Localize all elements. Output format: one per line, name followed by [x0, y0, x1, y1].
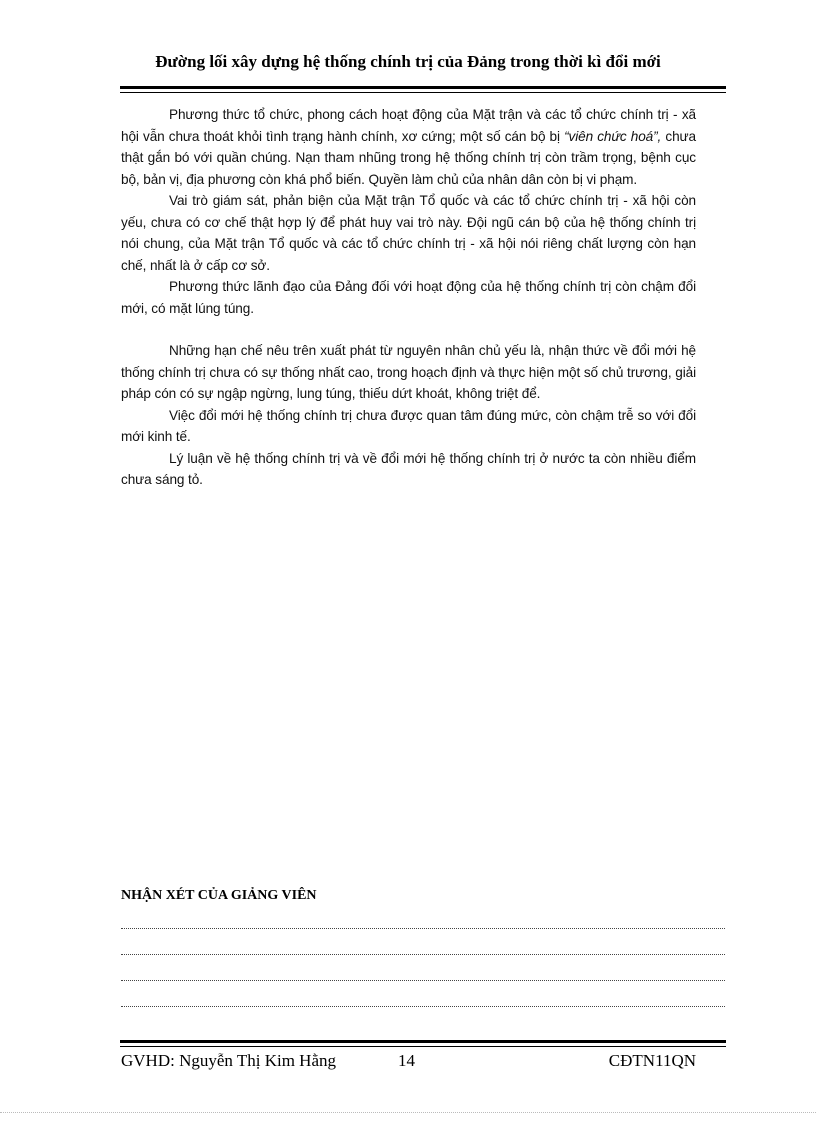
footer-class-code: CĐTN11QN — [608, 1051, 696, 1070]
header-rule — [120, 86, 726, 90]
review-line — [121, 928, 725, 929]
review-line — [121, 954, 725, 955]
paragraph-2: Vai trò giám sát, phản biện của Mặt trận Tổ quốc và các tổ chức chính trị - xã hội còn yếu, chưa có cơ chế thật hợp lý để phát huy vai trò này. Đội ngũ cán bộ của hệ thống chính trị nói chung, của Mặt trận Tổ quốc và các tổ chức chính trị - xã hội nói riêng chất lượng còn hạn chế, nhất là ở cấp cơ sở. — [121, 193, 696, 273]
footer-supervisor: GVHD: Nguyễn Thị Kim Hằng — [121, 1051, 336, 1070]
review-section-title: NHẬN XÉT CỦA GIẢNG VIÊN — [121, 888, 317, 903]
paragraph-1-text-end: chưa thật gắn bó với quần chúng. Nạn tham nhũng trong hệ thống chính trị còn trầm trọng, bệnh cục bộ, bản vị, địa phương còn khá phổ biến. Quyền làm chủ của nhân dân còn bị vi phạm. — [121, 128, 697, 187]
paragraph-1-italic: “viên chức hoá”, — [564, 128, 662, 144]
page-edge-divider — [0, 1112, 816, 1113]
paragraph-1-text: Phương thức tổ chức, phong cách hoạt động của Mặt trận và các tổ chức chính trị - xã hội vẫn chưa thoát khỏi tình trạng hành chính, xơ cứng; một số cán bộ bị — [121, 107, 696, 144]
paragraph-5: Việc đổi mới hệ thống chính trị chưa được quan tâm đúng mức, còn chậm trễ so với đổi mới kinh tế. — [121, 407, 696, 444]
page-number: 14 — [398, 1051, 415, 1070]
footer-rule — [120, 1040, 726, 1044]
review-line — [121, 1006, 725, 1007]
paragraph-3: Phương thức lãnh đạo của Đảng đối với hoạt động của hệ thống chính trị còn chậm đổi mới, có mặt lúng túng. — [121, 279, 696, 316]
review-line — [121, 980, 725, 981]
paragraph-1 — [121, 104, 696, 190]
page-header-title: Đường lối xây dựng hệ thống chính trị của Đảng trong thời kì đổi mới — [155, 52, 661, 71]
paragraph-4: Những hạn chế nêu trên xuất phát từ nguyên nhân chủ yếu là, nhận thức về đổi mới hệ thống chính trị chưa có sự thống nhất cao, trong hoạch định và thực hiện một số chủ trương, giải pháp cón có sự ngập ngừng, lung túng, thiếu dứt khoát, không triệt để. — [121, 343, 696, 401]
body-text — [121, 104, 696, 491]
paragraph-6: Lý luận về hệ thống chính trị và về đổi mới hệ thống chính trị ở nước ta còn nhiều điểm chưa sáng tỏ. — [121, 450, 696, 487]
